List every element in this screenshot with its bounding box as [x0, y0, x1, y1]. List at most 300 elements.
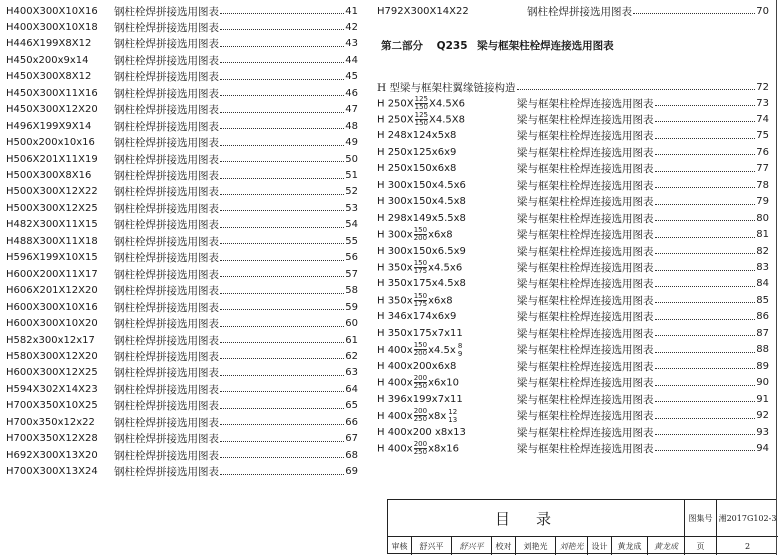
code-prefix: H 350x: [377, 295, 413, 307]
leader-dots: [220, 153, 344, 162]
entry-code: H606X201X12X20: [6, 285, 98, 297]
code-prefix: H 250X: [377, 98, 414, 109]
entry-title: 钢柱栓焊拼接选用图表: [114, 170, 219, 182]
entry-code: [377, 180, 517, 191]
fraction-denominator: 250: [413, 382, 428, 391]
entry-code: H594X302X14X23: [6, 383, 98, 395]
entry-code: H450X300X8X12: [6, 71, 92, 83]
fraction-denominator: 250: [413, 447, 428, 456]
code-prefix: H 400x: [377, 443, 413, 455]
fraction-numerator: 200: [413, 439, 428, 448]
entry-code: [377, 196, 517, 207]
leader-dots: [220, 350, 344, 359]
entry-code: H700X300X13X24: [6, 466, 98, 478]
entry-title: 钢柱栓焊拼接选用图表: [114, 87, 219, 100]
leader-dots: [220, 104, 344, 113]
toc-entry: [377, 144, 769, 160]
entry-title: 钢柱栓焊拼接选用图表: [114, 219, 219, 232]
entry-code: [377, 163, 517, 174]
leader-dots: [220, 383, 344, 392]
leader-dots: [655, 97, 756, 106]
entry-title: 梁与框架柱栓焊连接选用图表: [517, 146, 654, 159]
fraction-numerator: 150: [413, 291, 428, 300]
leader-dots: [220, 400, 344, 409]
entry-page: 54: [345, 219, 358, 231]
entry-page: 73: [756, 97, 769, 109]
toc-entry: [377, 292, 769, 308]
check-signature: 刘艳光: [559, 541, 584, 551]
entry-code: H700x350x12x22: [6, 416, 95, 428]
entry-page: 70: [756, 5, 769, 17]
entry-title: H 型梁与框架柱翼缘链接构造: [377, 81, 516, 94]
entry-page: 88: [756, 344, 769, 356]
code-prefix: H 250x150x6x8: [377, 163, 457, 175]
entry-page: 90: [756, 377, 769, 389]
thickness-options: [458, 342, 462, 358]
code-suffix: x4.5x6: [428, 262, 463, 274]
code-prefix: H 400x200x6x8: [377, 360, 457, 372]
leader-dots: [517, 81, 756, 90]
code-suffix: X4.5X6: [429, 98, 465, 109]
design-signature: 黄龙成: [654, 541, 678, 551]
code-suffix: x6x8: [428, 229, 453, 241]
check-label-cell: [492, 537, 516, 555]
toc-entry: [6, 217, 358, 233]
leader-dots: [220, 334, 344, 343]
leader-dots: [220, 21, 344, 30]
code-suffix: x8x16: [428, 443, 460, 455]
entry-title: 梁与框架柱栓焊连接选用图表: [517, 262, 654, 274]
entry-page: 56: [345, 252, 358, 264]
entry-page: 72: [756, 81, 769, 93]
toc-entry: [6, 365, 358, 381]
entry-title: 钢柱栓焊拼接选用图表: [114, 334, 219, 347]
entry-code: [377, 246, 517, 257]
entry-title: 钢柱栓焊拼接选用图表: [114, 466, 219, 479]
entry-code: H692X300X13X20: [6, 449, 98, 461]
leader-dots: [220, 54, 344, 63]
code-prefix: H 350x: [377, 262, 413, 274]
leader-dots: [220, 367, 344, 376]
leader-dots: [655, 294, 756, 303]
leader-dots: [655, 113, 756, 122]
entry-page: 50: [345, 153, 358, 165]
fraction-numerator: 150: [413, 226, 428, 235]
entry-code: H600X300X12X25: [6, 367, 98, 379]
leader-dots: [655, 163, 756, 172]
entry-page: 60: [345, 318, 358, 330]
entry-page: 94: [756, 442, 769, 454]
entry-title: 钢柱栓焊拼接选用图表: [114, 416, 219, 429]
entry-code: H446X199X8X12: [6, 38, 92, 50]
code-prefix: H 396x199x7x11: [377, 393, 463, 405]
entry-code: H450X300X12X20: [6, 104, 98, 116]
entry-code: [377, 441, 517, 456]
entry-page: 55: [345, 235, 358, 247]
fraction-numerator: 125: [414, 110, 429, 119]
section-fraction: [414, 260, 427, 275]
leader-dots: [220, 219, 344, 228]
toc-entry: [377, 408, 769, 424]
leader-dots: [655, 377, 756, 386]
entry-code: [377, 96, 517, 111]
section-fraction: [415, 96, 428, 111]
toc-entry: [6, 168, 358, 184]
section-fraction: [414, 441, 427, 456]
entry-page: 78: [756, 179, 769, 191]
section-fraction: [414, 227, 427, 242]
entry-title: 梁与框架柱栓焊连接选用图表: [517, 130, 654, 143]
entry-title: 钢柱栓焊拼接选用图表: [114, 153, 219, 166]
review-label-cell: [388, 537, 412, 555]
entry-page: 62: [345, 350, 358, 362]
entry-title: 钢柱栓焊拼接选用图表: [114, 5, 219, 18]
leader-dots: [220, 235, 344, 244]
code-prefix: H 250x125x6x9: [377, 146, 457, 158]
leader-dots: [220, 416, 344, 425]
fraction-denominator: 175: [413, 299, 428, 308]
toc-entry: [6, 69, 358, 85]
fraction-denominator: 200: [413, 349, 428, 358]
leader-dots: [220, 301, 344, 310]
toc-entry: [377, 79, 769, 95]
toc-entry: [377, 342, 769, 358]
toc-entry: [377, 227, 769, 243]
entry-page: 68: [345, 449, 358, 461]
toc-entry: [377, 424, 769, 440]
entry-title: 钢柱栓焊拼接选用图表: [114, 301, 219, 314]
entry-title: 梁与框架柱栓焊连接选用图表: [517, 212, 654, 225]
toc-entry: [6, 414, 358, 430]
fraction-denominator: 150: [414, 118, 429, 127]
section-fraction: [415, 112, 428, 127]
code-prefix: H 300x150x4.5x8: [377, 196, 466, 208]
leader-dots: [220, 186, 344, 195]
leader-dots: [655, 130, 756, 139]
entry-page: 58: [345, 285, 358, 297]
entry-code: [377, 293, 517, 308]
toc-entry: [6, 233, 358, 249]
code-suffix: X4.5X8: [429, 114, 465, 126]
entry-title: 钢柱栓焊拼接选用图表: [114, 104, 219, 117]
fraction-numerator: 200: [413, 407, 428, 416]
entry-title: 梁与框架柱栓焊连接选用图表: [517, 311, 654, 324]
entry-code: [377, 112, 517, 127]
code-prefix: H 350x175x4.5x8: [377, 278, 466, 290]
leader-dots: [220, 87, 344, 96]
leader-dots: [220, 252, 344, 261]
entry-page: 61: [345, 334, 358, 346]
review-label: 审核: [391, 541, 408, 551]
toc-entry: [6, 316, 358, 332]
leader-dots: [655, 146, 756, 155]
entry-title: 钢柱栓焊拼接选用图表: [114, 285, 219, 298]
entry-page: 45: [345, 71, 358, 83]
title-cell: [388, 500, 685, 537]
toc-entry: [6, 283, 358, 299]
entry-code: [377, 408, 517, 424]
leader-dots: [655, 344, 756, 353]
title-block: [387, 499, 777, 554]
code-prefix: H 300x: [377, 229, 413, 241]
toc-entry: [6, 184, 358, 200]
leader-dots: [220, 318, 344, 327]
entry-title: 梁与框架柱栓焊连接选用图表: [517, 229, 654, 242]
entry-title: 梁与框架柱栓焊连接选用图表: [517, 163, 654, 176]
section-fraction: [414, 293, 427, 308]
entry-title: 梁与框架柱栓焊连接选用图表: [517, 442, 654, 455]
entry-title: 梁与框架柱栓焊连接选用图表: [517, 196, 654, 209]
leader-dots: [220, 38, 344, 47]
entry-title: 钢柱栓焊拼接选用图表: [114, 449, 219, 462]
entry-title: 钢柱栓焊拼接选用图表: [114, 433, 219, 446]
code-suffix: x6x10: [428, 377, 460, 389]
entry-page: 74: [756, 113, 769, 125]
leader-dots: [220, 170, 344, 179]
toc-entry: [377, 243, 769, 259]
page-edge-line: [776, 0, 780, 555]
entry-page: 81: [756, 229, 769, 241]
entry-code: H500X300X12X25: [6, 202, 98, 214]
code-prefix: H 350x175x7x11: [377, 327, 463, 339]
review-signature: 舒兴平: [459, 541, 484, 551]
page-number-cell: [717, 537, 778, 555]
leader-dots: [655, 311, 756, 320]
code-prefix: H 248x124x5x8: [377, 130, 457, 142]
entry-code: H482X300X11X15: [6, 219, 98, 231]
entry-title: 梁与框架柱栓焊连接选用图表: [517, 426, 654, 439]
review-signature-cell: [452, 537, 492, 555]
leader-dots: [655, 212, 756, 221]
entry-code: H496X199X9X14: [6, 120, 92, 132]
toc-entry: [377, 391, 769, 407]
leader-dots: [220, 137, 344, 146]
entry-code: [377, 213, 517, 224]
entry-page: 59: [345, 301, 358, 313]
entry-code: [377, 375, 517, 390]
entry-code: [377, 361, 517, 372]
entry-code: H400X300X10X18: [6, 21, 98, 33]
code-prefix: H 300x150x4.5x6: [377, 179, 466, 191]
section-grade: Q235: [436, 40, 468, 52]
entry-code: H792X300X14X22: [377, 5, 469, 17]
entry-title: 梁与框架柱栓焊连接选用图表: [517, 393, 654, 406]
entry-code: [377, 278, 517, 289]
atlas-label: 图集号: [688, 513, 713, 523]
toc-entry: [6, 200, 358, 216]
toc-entry: [377, 440, 769, 456]
entry-page: 82: [756, 245, 769, 257]
toc-entry: [6, 19, 358, 35]
entry-code: [377, 311, 517, 322]
entry-code: [377, 147, 517, 158]
toc-entry: [377, 260, 769, 276]
toc-entry: [377, 276, 769, 292]
check-label: 校对: [495, 541, 512, 551]
entry-title: 梁与框架柱栓焊连接选用图表: [517, 245, 654, 258]
design-label: 设计: [591, 541, 608, 551]
entry-page: 42: [345, 21, 358, 33]
leader-dots: [655, 179, 756, 188]
entry-title: 钢柱栓焊拼接选用图表: [114, 202, 219, 215]
entry-title: 钢柱栓焊拼接选用图表: [114, 318, 219, 331]
leader-dots: [220, 449, 344, 458]
code-prefix: H 400x: [377, 410, 413, 422]
toc-entry: [6, 266, 358, 282]
atlas-label-cell: [685, 500, 717, 537]
entry-code: [377, 394, 517, 405]
entry-title: 钢柱栓焊拼接选用图表: [114, 235, 219, 248]
entry-page: 92: [756, 410, 769, 422]
code-suffix: x4.5x: [428, 344, 456, 356]
toc-entry: [377, 194, 769, 210]
leader-dots: [655, 262, 756, 271]
toc-entry: [377, 358, 769, 374]
leader-dots: [220, 285, 344, 294]
entry-page: 41: [345, 5, 358, 17]
leader-dots: [655, 196, 756, 205]
check-name: 刘艳光: [523, 541, 548, 551]
section-fraction: [414, 342, 427, 357]
toc-entry: [6, 464, 358, 480]
toc-entry: [6, 299, 358, 315]
entry-title: 钢柱栓焊拼接选用图表: [114, 252, 219, 265]
thickness-options: [448, 408, 457, 424]
entry-title: 钢柱栓焊拼接选用图表: [114, 383, 219, 396]
entry-page: 69: [345, 466, 358, 478]
entry-title: 钢柱栓焊拼接选用图表: [114, 38, 219, 51]
leader-dots: [655, 278, 756, 287]
entry-code: H700X350X12X28: [6, 433, 98, 445]
toc-entry: [6, 85, 358, 101]
entry-title: 钢柱栓焊拼接选用图表: [114, 71, 219, 84]
entry-code: [377, 342, 517, 358]
toc-entry: [6, 447, 358, 463]
page-label: 页: [696, 541, 705, 551]
entry-title: 钢柱栓焊拼接选用图表: [114, 367, 219, 380]
entry-page: 51: [345, 170, 358, 181]
toc-entry: [377, 161, 769, 177]
entry-page: 46: [345, 87, 358, 99]
entry-title: 钢柱栓焊拼接选用图表: [114, 186, 219, 199]
toc-entry: [377, 3, 769, 19]
entry-code: H450x200x9x14: [6, 54, 89, 66]
entry-page: 89: [756, 360, 769, 372]
entry-title: 钢柱栓焊拼接选用图表: [114, 400, 219, 413]
fraction-numerator: 150: [413, 341, 428, 350]
leader-dots: [655, 426, 756, 435]
entry-code: H580X300X12X20: [6, 350, 98, 362]
entry-code: H488X300X11X18: [6, 235, 98, 247]
code-prefix: H 346x174x6x9: [377, 311, 457, 323]
entry-page: 48: [345, 120, 358, 132]
leader-dots: [220, 5, 344, 14]
toc-entry: [377, 95, 769, 111]
toc-entry: [6, 381, 358, 397]
leader-dots: [220, 433, 344, 442]
entry-page: 84: [756, 278, 769, 290]
entry-page: 66: [345, 416, 358, 428]
toc-entry: [377, 375, 769, 391]
section-title: 梁与框架柱栓焊连接选用图表: [477, 40, 614, 52]
leader-dots: [655, 245, 756, 254]
toc-entry: [6, 398, 358, 414]
toc-entry: [6, 118, 358, 134]
entry-code: H506X201X11X19: [6, 153, 98, 165]
design-label-cell: [588, 537, 612, 555]
entry-title: 梁与框架柱栓焊连接选用图表: [517, 410, 654, 423]
leader-dots: [655, 229, 756, 238]
leader-dots: [633, 5, 755, 14]
code-suffix: x6x8: [428, 295, 453, 307]
leader-dots: [220, 268, 344, 277]
document-title: 目录: [494, 509, 577, 528]
entry-code: H600X200X11X17: [6, 268, 98, 280]
entry-title: 梁与框架柱栓焊连接选用图表: [517, 97, 654, 110]
entry-page: 77: [756, 163, 769, 175]
toc-entry: [6, 102, 358, 118]
fraction-numerator: 200: [413, 374, 428, 383]
entry-code: [377, 130, 517, 141]
entry-page: 86: [756, 311, 769, 323]
entry-title: 梁与框架柱栓焊连接选用图表: [517, 278, 654, 291]
check-signature-cell: [556, 537, 588, 555]
section-fraction: [414, 375, 427, 390]
toc-entry: [377, 210, 769, 226]
entry-code: H596X199X10X15: [6, 252, 98, 264]
fraction-denominator: 250: [413, 415, 428, 424]
leader-dots: [220, 120, 344, 129]
entry-code: H700X350X10X25: [6, 400, 98, 412]
entry-page: 57: [345, 268, 358, 280]
entry-page: 93: [756, 426, 769, 438]
entry-title: 梁与框架柱栓焊连接选用图表: [517, 377, 654, 390]
entry-title: 钢柱栓焊拼接选用图表: [114, 54, 219, 67]
toc-entry: [6, 3, 358, 19]
entry-code: [377, 227, 517, 242]
leader-dots: [655, 410, 756, 419]
entry-code: H600X300X10X16: [6, 301, 98, 313]
design-name: 黄龙成: [617, 541, 642, 551]
option-bottom: 9: [457, 349, 463, 358]
code-prefix: H 298x149x5.5x8: [377, 212, 466, 224]
leader-dots: [220, 466, 344, 475]
toc-entry: [6, 151, 358, 167]
toc-entry: [377, 111, 769, 127]
page-number: 2: [744, 541, 751, 551]
entry-page: 44: [345, 54, 358, 66]
toc-entry: [6, 135, 358, 151]
leader-dots: [655, 360, 756, 369]
entry-title: 梁与框架柱栓焊连接选用图表: [517, 113, 654, 126]
entry-page: 63: [345, 367, 358, 379]
entry-page: 75: [756, 130, 769, 142]
entry-code: H582x300x12x17: [6, 334, 95, 346]
leader-dots: [220, 202, 344, 211]
entry-page: 43: [345, 38, 358, 50]
section-fraction: [414, 408, 427, 423]
entry-page: 49: [345, 137, 358, 149]
fraction-numerator: 125: [414, 94, 429, 103]
design-name-cell: [612, 537, 648, 555]
entry-code: H500x200x10x16: [6, 137, 95, 149]
check-name-cell: [516, 537, 556, 555]
entry-page: 85: [756, 294, 769, 306]
entry-title: 梁与框架柱栓焊连接选用图表: [517, 344, 654, 357]
entry-page: 76: [756, 146, 769, 158]
entry-page: 87: [756, 327, 769, 339]
entry-page: 67: [345, 433, 358, 445]
